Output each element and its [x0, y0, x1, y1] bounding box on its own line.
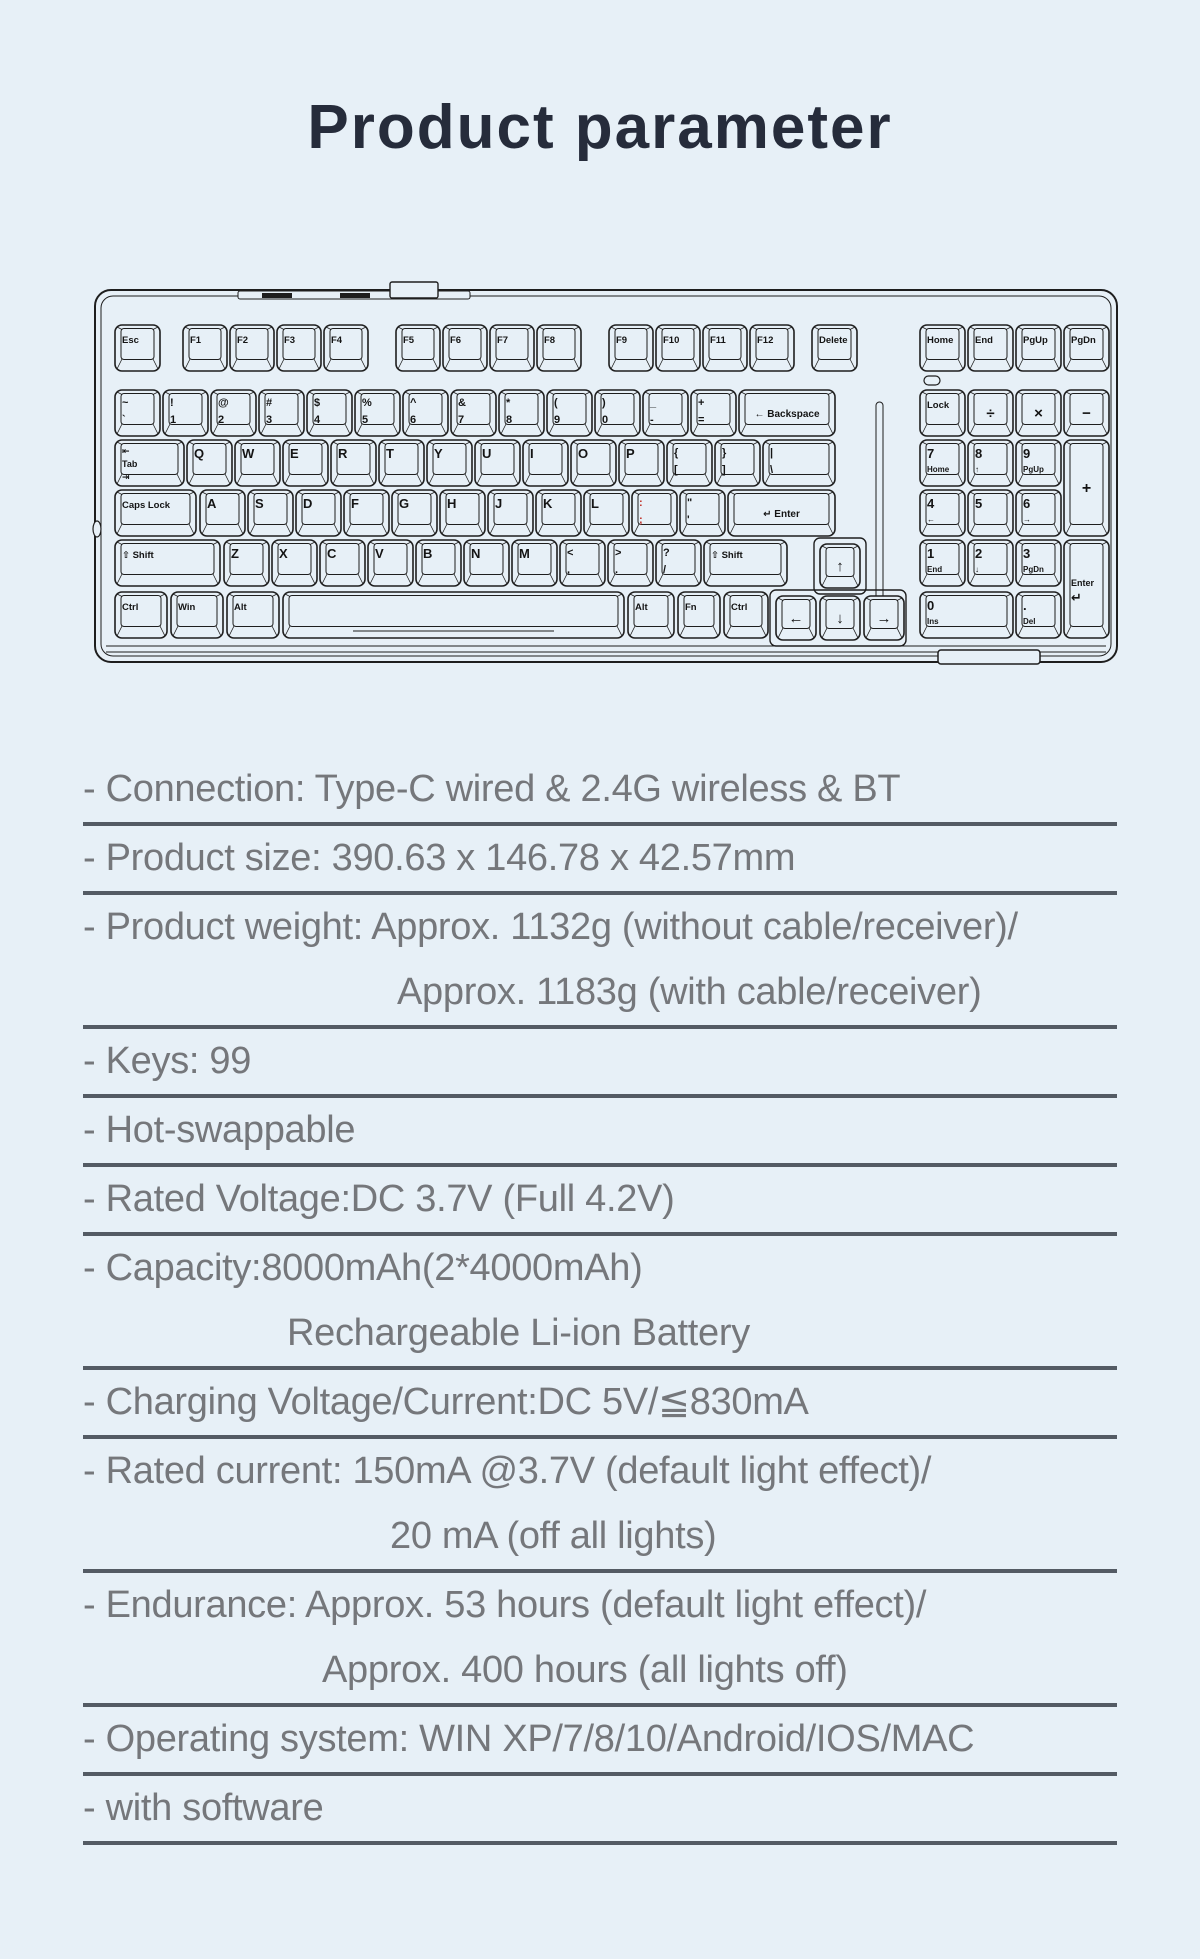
- keyboard-key: [820, 544, 860, 588]
- keyboard-key: [560, 540, 605, 586]
- svg-text:F3: F3: [284, 335, 296, 346]
- svg-text:F: F: [351, 496, 359, 511]
- svg-text:D: D: [303, 496, 313, 511]
- svg-text:F9: F9: [616, 335, 628, 346]
- keyboard-key: [355, 390, 400, 436]
- keyboard-key: [115, 325, 160, 371]
- keyboard-key: [656, 540, 701, 586]
- svg-text:;: ;: [639, 514, 643, 526]
- keyboard-key: [628, 592, 674, 638]
- svg-text:F6: F6: [450, 335, 462, 346]
- svg-text:H: H: [447, 496, 457, 511]
- svg-text:↓: ↓: [836, 610, 844, 627]
- svg-text:V: V: [375, 546, 384, 561]
- spec-line: - Keys: 99: [83, 1040, 252, 1082]
- keyboard-key: [776, 596, 816, 640]
- keyboard-key: [595, 390, 640, 436]
- spec-line: - Capacity:8000mAh(2*4000mAh): [83, 1247, 643, 1289]
- keyboard-key: [320, 540, 365, 586]
- svg-text:P: P: [626, 446, 635, 461]
- svg-text:): ): [602, 397, 606, 409]
- keyboard-key: [715, 440, 760, 486]
- svg-text:F5: F5: [403, 335, 415, 346]
- spec-item: [83, 1370, 1117, 1439]
- svg-text:Home: Home: [927, 465, 950, 474]
- svg-text:/: /: [663, 564, 667, 576]
- svg-text:X: X: [279, 546, 288, 561]
- keyboard-key: [1016, 592, 1061, 638]
- keyboard-key: [1064, 325, 1109, 371]
- spec-line: - Endurance: Approx. 53 hours (default light effect)/: [83, 1584, 927, 1626]
- svg-text:5: 5: [975, 496, 983, 511]
- spec-item: [83, 1029, 1117, 1098]
- svg-text:=: =: [698, 414, 705, 426]
- keyboard-key: [691, 390, 736, 436]
- svg-text:5: 5: [362, 414, 369, 426]
- keyboard-key: [512, 540, 557, 586]
- svg-text:F12: F12: [757, 335, 774, 346]
- keyboard-key: [584, 490, 629, 536]
- spec-line: - Rated current: 150mA @3.7V (default light effect)/: [83, 1450, 932, 1492]
- keyboard-key: [259, 390, 304, 436]
- keyboard-key: [115, 490, 196, 536]
- svg-text:PgDn: PgDn: [1023, 565, 1044, 574]
- svg-text:PgUp: PgUp: [1023, 465, 1044, 474]
- spec-item: [83, 1167, 1117, 1236]
- keyboard-key: [115, 592, 167, 638]
- keyboard-key: [920, 390, 965, 436]
- svg-text:7: 7: [927, 446, 935, 461]
- keyboard-key: [523, 440, 568, 486]
- svg-text:End: End: [975, 335, 993, 346]
- svg-text:Y: Y: [434, 446, 443, 461]
- svg-text:9: 9: [1023, 446, 1031, 461]
- spec-line: - Rated Voltage:DC 3.7V (Full 4.2V): [83, 1178, 675, 1220]
- svg-text:9: 9: [554, 414, 561, 426]
- svg-text:J: J: [495, 496, 503, 511]
- keyboard-key: [427, 440, 472, 486]
- svg-text:Lock: Lock: [927, 400, 950, 411]
- keyboard-illustration: [0, 0, 1200, 700]
- svg-text:+: +: [698, 397, 705, 409]
- svg-text:K: K: [543, 496, 553, 511]
- keyboard-key: [820, 596, 860, 640]
- keyboard-key: [609, 325, 653, 371]
- svg-text:E: E: [290, 446, 299, 461]
- svg-text:Caps Lock: Caps Lock: [122, 500, 171, 511]
- svg-text:W: W: [242, 446, 255, 461]
- svg-text:Esc: Esc: [122, 335, 139, 346]
- keyboard-key: [920, 440, 965, 486]
- svg-text:I: I: [530, 446, 534, 461]
- svg-text:O: O: [578, 446, 589, 461]
- spec-line: Rechargeable Li-ion Battery: [287, 1312, 750, 1354]
- svg-text:{: {: [674, 447, 679, 459]
- keyboard-key: [272, 540, 317, 586]
- keyboard-key: [656, 325, 700, 371]
- svg-text:-: -: [650, 414, 654, 426]
- svg-text:F8: F8: [544, 335, 556, 346]
- keyboard-key: [571, 440, 616, 486]
- spec-divider: [83, 1841, 1117, 1845]
- svg-text:Ctrl: Ctrl: [122, 602, 139, 613]
- spec-item: [83, 1236, 1117, 1370]
- svg-text:$: $: [314, 397, 321, 409]
- svg-text:PgUp: PgUp: [1023, 335, 1048, 346]
- svg-text:>: >: [615, 547, 622, 559]
- spec-item: [83, 1707, 1117, 1776]
- svg-text:]: ]: [722, 464, 726, 476]
- keyboard-key: [1064, 540, 1109, 638]
- keyboard-key: [224, 540, 269, 586]
- spec-line: - Charging Voltage/Current:DC 5V/≦830mA: [83, 1381, 809, 1423]
- svg-text:⇧ Shift: ⇧ Shift: [122, 550, 154, 561]
- svg-text:&: &: [458, 397, 466, 409]
- keyboard-key: [200, 490, 245, 536]
- keyboard-key: [864, 596, 904, 640]
- keyboard-key: [1016, 490, 1061, 536]
- keyboard-key: [171, 592, 223, 638]
- svg-text:1: 1: [170, 414, 177, 426]
- svg-text:|: |: [770, 447, 774, 459]
- svg-text:Ins: Ins: [927, 617, 939, 626]
- keyboard-key: [115, 540, 220, 586]
- svg-text:+: +: [1081, 480, 1092, 497]
- svg-text:⇧ Shift: ⇧ Shift: [711, 550, 743, 561]
- svg-text:A: A: [207, 496, 217, 511]
- keyboard-key: [678, 592, 720, 638]
- svg-text:N: N: [471, 546, 481, 561]
- svg-text:7: 7: [458, 414, 465, 426]
- svg-text:0: 0: [927, 598, 935, 613]
- keyboard-key: [632, 490, 677, 536]
- keyboard-key: [248, 490, 293, 536]
- svg-text:6: 6: [1023, 496, 1031, 511]
- svg-text:↑: ↑: [975, 465, 979, 474]
- keyboard-key: [619, 440, 664, 486]
- keyboard-key: [488, 490, 533, 536]
- page-title: Product parameter: [307, 93, 893, 162]
- keyboard-key: [920, 540, 965, 586]
- keyboard-key: [344, 490, 389, 536]
- svg-text:8: 8: [506, 414, 513, 426]
- svg-text:!: !: [170, 397, 174, 409]
- keyboard-key: [379, 440, 424, 486]
- svg-text:Del: Del: [1023, 617, 1036, 626]
- keyboard-key: [1064, 440, 1109, 536]
- svg-text:÷: ÷: [986, 405, 995, 422]
- keyboard-key: [392, 490, 437, 536]
- svg-text:G: G: [399, 496, 410, 511]
- keyboard-key: [416, 540, 461, 586]
- spec-line: Approx. 1183g (with cable/receiver): [397, 971, 982, 1013]
- svg-text:`: `: [122, 414, 126, 426]
- svg-text:@: @: [218, 397, 229, 409]
- keyboard-key: [920, 490, 965, 536]
- svg-text:?: ?: [663, 547, 670, 559]
- svg-text:↵: ↵: [1071, 590, 1082, 605]
- keyboard-key: [763, 440, 835, 486]
- svg-text:^: ^: [410, 397, 417, 409]
- svg-text:3: 3: [1023, 546, 1031, 561]
- keyboard-key: [724, 592, 768, 638]
- svg-text:⇥: ⇥: [122, 472, 130, 482]
- keyboard-key: [163, 390, 208, 436]
- svg-text:C: C: [327, 546, 337, 561]
- svg-text:Tab: Tab: [122, 459, 138, 469]
- keyboard-key: [307, 390, 352, 436]
- svg-text:↵ Enter: ↵ Enter: [763, 509, 800, 520]
- svg-text:−: −: [1082, 405, 1091, 422]
- keyboard-key: [187, 440, 232, 486]
- svg-text:3: 3: [266, 414, 273, 426]
- svg-text:← Backspace: ← Backspace: [754, 409, 820, 420]
- svg-text:R: R: [338, 446, 348, 461]
- svg-text:F11: F11: [710, 335, 726, 346]
- spec-line: 20 mA (off all lights): [390, 1515, 717, 1557]
- svg-text:M: M: [519, 546, 530, 561]
- keyboard-key: [703, 325, 747, 371]
- keyboard-key: [1016, 325, 1061, 371]
- svg-text:F4: F4: [331, 335, 343, 346]
- keyboard-key: [920, 325, 965, 371]
- keyboard-key: [115, 440, 184, 486]
- svg-text:←: ←: [788, 610, 804, 627]
- svg-text:*: *: [506, 397, 511, 409]
- keyboard-key: [396, 325, 440, 371]
- svg-text:%: %: [362, 397, 372, 409]
- keyboard-key: [739, 390, 835, 436]
- keyboard-key: [1016, 390, 1061, 436]
- svg-text:(: (: [554, 397, 558, 409]
- svg-text:,: ,: [567, 564, 571, 576]
- svg-text:⇤: ⇤: [122, 446, 130, 456]
- svg-text::: :: [639, 497, 643, 509]
- svg-text:F1: F1: [190, 335, 202, 346]
- keyboard-key: [283, 592, 624, 638]
- spec-line: - Hot-swappable: [83, 1109, 356, 1151]
- keyboard-key: [608, 540, 653, 586]
- keyboard-key: [750, 325, 794, 371]
- keyboard-key: [968, 440, 1013, 486]
- spec-list: [83, 757, 1117, 1845]
- svg-text:4: 4: [927, 496, 935, 511]
- svg-text:→: →: [1023, 515, 1031, 524]
- keyboard-key: [277, 325, 321, 371]
- svg-text:Win: Win: [178, 602, 196, 613]
- svg-text:}: }: [722, 447, 727, 459]
- svg-text:Q: Q: [194, 446, 205, 461]
- svg-text:#: #: [266, 397, 273, 409]
- svg-text:F2: F2: [237, 335, 249, 346]
- spec-line: Approx. 400 hours (all lights off): [322, 1649, 848, 1691]
- svg-text:Alt: Alt: [635, 602, 648, 613]
- spec-item: [83, 826, 1117, 895]
- svg-text:Enter: Enter: [1071, 578, 1095, 588]
- svg-text:×: ×: [1034, 405, 1043, 422]
- svg-text:.: .: [1023, 598, 1027, 613]
- svg-text:F7: F7: [497, 335, 509, 346]
- svg-text:0: 0: [602, 414, 609, 426]
- svg-text:T: T: [386, 446, 394, 461]
- svg-text:Z: Z: [231, 546, 239, 561]
- keyboard-key: [680, 490, 725, 536]
- svg-text:2: 2: [975, 546, 983, 561]
- svg-text:↓: ↓: [975, 565, 979, 574]
- svg-text:[: [: [674, 464, 678, 476]
- keyboard-key: [1064, 390, 1109, 436]
- keyboard-key: [704, 540, 787, 586]
- svg-text:2: 2: [218, 414, 225, 426]
- svg-text:End: End: [927, 565, 943, 574]
- svg-text:Delete: Delete: [819, 335, 848, 346]
- keyboard-key: [547, 390, 592, 436]
- keyboard-key: [368, 540, 413, 586]
- svg-text:U: U: [482, 446, 492, 461]
- svg-text:PgDn: PgDn: [1071, 335, 1096, 346]
- svg-text:8: 8: [975, 446, 983, 461]
- svg-text:6: 6: [410, 414, 417, 426]
- svg-text:Home: Home: [927, 335, 954, 346]
- svg-text:~: ~: [122, 397, 129, 409]
- svg-text:B: B: [423, 546, 433, 561]
- spec-line: - with software: [83, 1787, 324, 1829]
- keyboard-key: [920, 592, 1013, 638]
- keyboard-key: [227, 592, 279, 638]
- spec-item: [83, 895, 1117, 1029]
- keyboard-key: [537, 325, 581, 371]
- keyboard-key: [440, 490, 485, 536]
- svg-text:": ": [687, 497, 693, 509]
- keyboard-key: [536, 490, 581, 536]
- svg-text:S: S: [255, 496, 264, 511]
- keyboard-key: [115, 390, 160, 436]
- spec-line: - Product size: 390.63 x 146.78 x 42.57mm: [83, 837, 796, 879]
- svg-text:1: 1: [927, 546, 935, 561]
- keyboard-key: [183, 325, 227, 371]
- svg-text:4: 4: [314, 414, 321, 426]
- keyboard-key: [443, 325, 487, 371]
- keyboard-key: [643, 390, 688, 436]
- keyboard-key: [667, 440, 712, 486]
- keyboard-key: [296, 490, 341, 536]
- keyboard-key: [230, 325, 274, 371]
- svg-text:L: L: [591, 496, 599, 511]
- svg-text:Fn: Fn: [685, 602, 697, 613]
- keyboard-key: [464, 540, 509, 586]
- keyboard-key: [968, 540, 1013, 586]
- keyboard-key: [968, 325, 1013, 371]
- keyboard-key: [283, 440, 328, 486]
- svg-text:Alt: Alt: [234, 602, 247, 613]
- keyboard-key: [331, 440, 376, 486]
- spec-line: - Operating system: WIN XP/7/8/10/Android/IOS/MAC: [83, 1718, 975, 1760]
- spec-item: [83, 1776, 1117, 1845]
- keyboard-key: [324, 325, 368, 371]
- svg-text:Ctrl: Ctrl: [731, 602, 748, 613]
- keyboard-key: [403, 390, 448, 436]
- keyboard-key: [499, 390, 544, 436]
- keyboard-key: [968, 390, 1013, 436]
- keyboard-key: [812, 325, 857, 371]
- keyboard-key: [490, 325, 534, 371]
- keyboard-key: [235, 440, 280, 486]
- keyboard-key: [1016, 540, 1061, 586]
- spec-line: - Product weight: Approx. 1132g (without cable/receiver)/: [83, 906, 1018, 948]
- spec-item: [83, 1098, 1117, 1167]
- svg-text:↑: ↑: [836, 558, 844, 575]
- keyboard-key: [1016, 440, 1061, 486]
- keyboard-key: [475, 440, 520, 486]
- svg-text:→: →: [876, 610, 892, 627]
- spec-item: [83, 1573, 1117, 1707]
- svg-text:<: <: [567, 547, 574, 559]
- keyboard-key: [968, 490, 1013, 536]
- keyboard-key: [211, 390, 256, 436]
- keyboard-key: [728, 490, 835, 536]
- svg-text:←: ←: [927, 515, 935, 524]
- spec-item: [83, 1439, 1117, 1573]
- spec-line: - Connection: Type-C wired & 2.4G wireless & BT: [83, 768, 901, 810]
- svg-text:': ': [687, 514, 690, 526]
- spec-item: [83, 757, 1117, 826]
- svg-text:.: .: [615, 564, 619, 576]
- svg-text:\: \: [770, 464, 774, 476]
- keyboard-key: [451, 390, 496, 436]
- svg-text:F10: F10: [663, 335, 680, 346]
- svg-text:_: _: [650, 397, 657, 409]
